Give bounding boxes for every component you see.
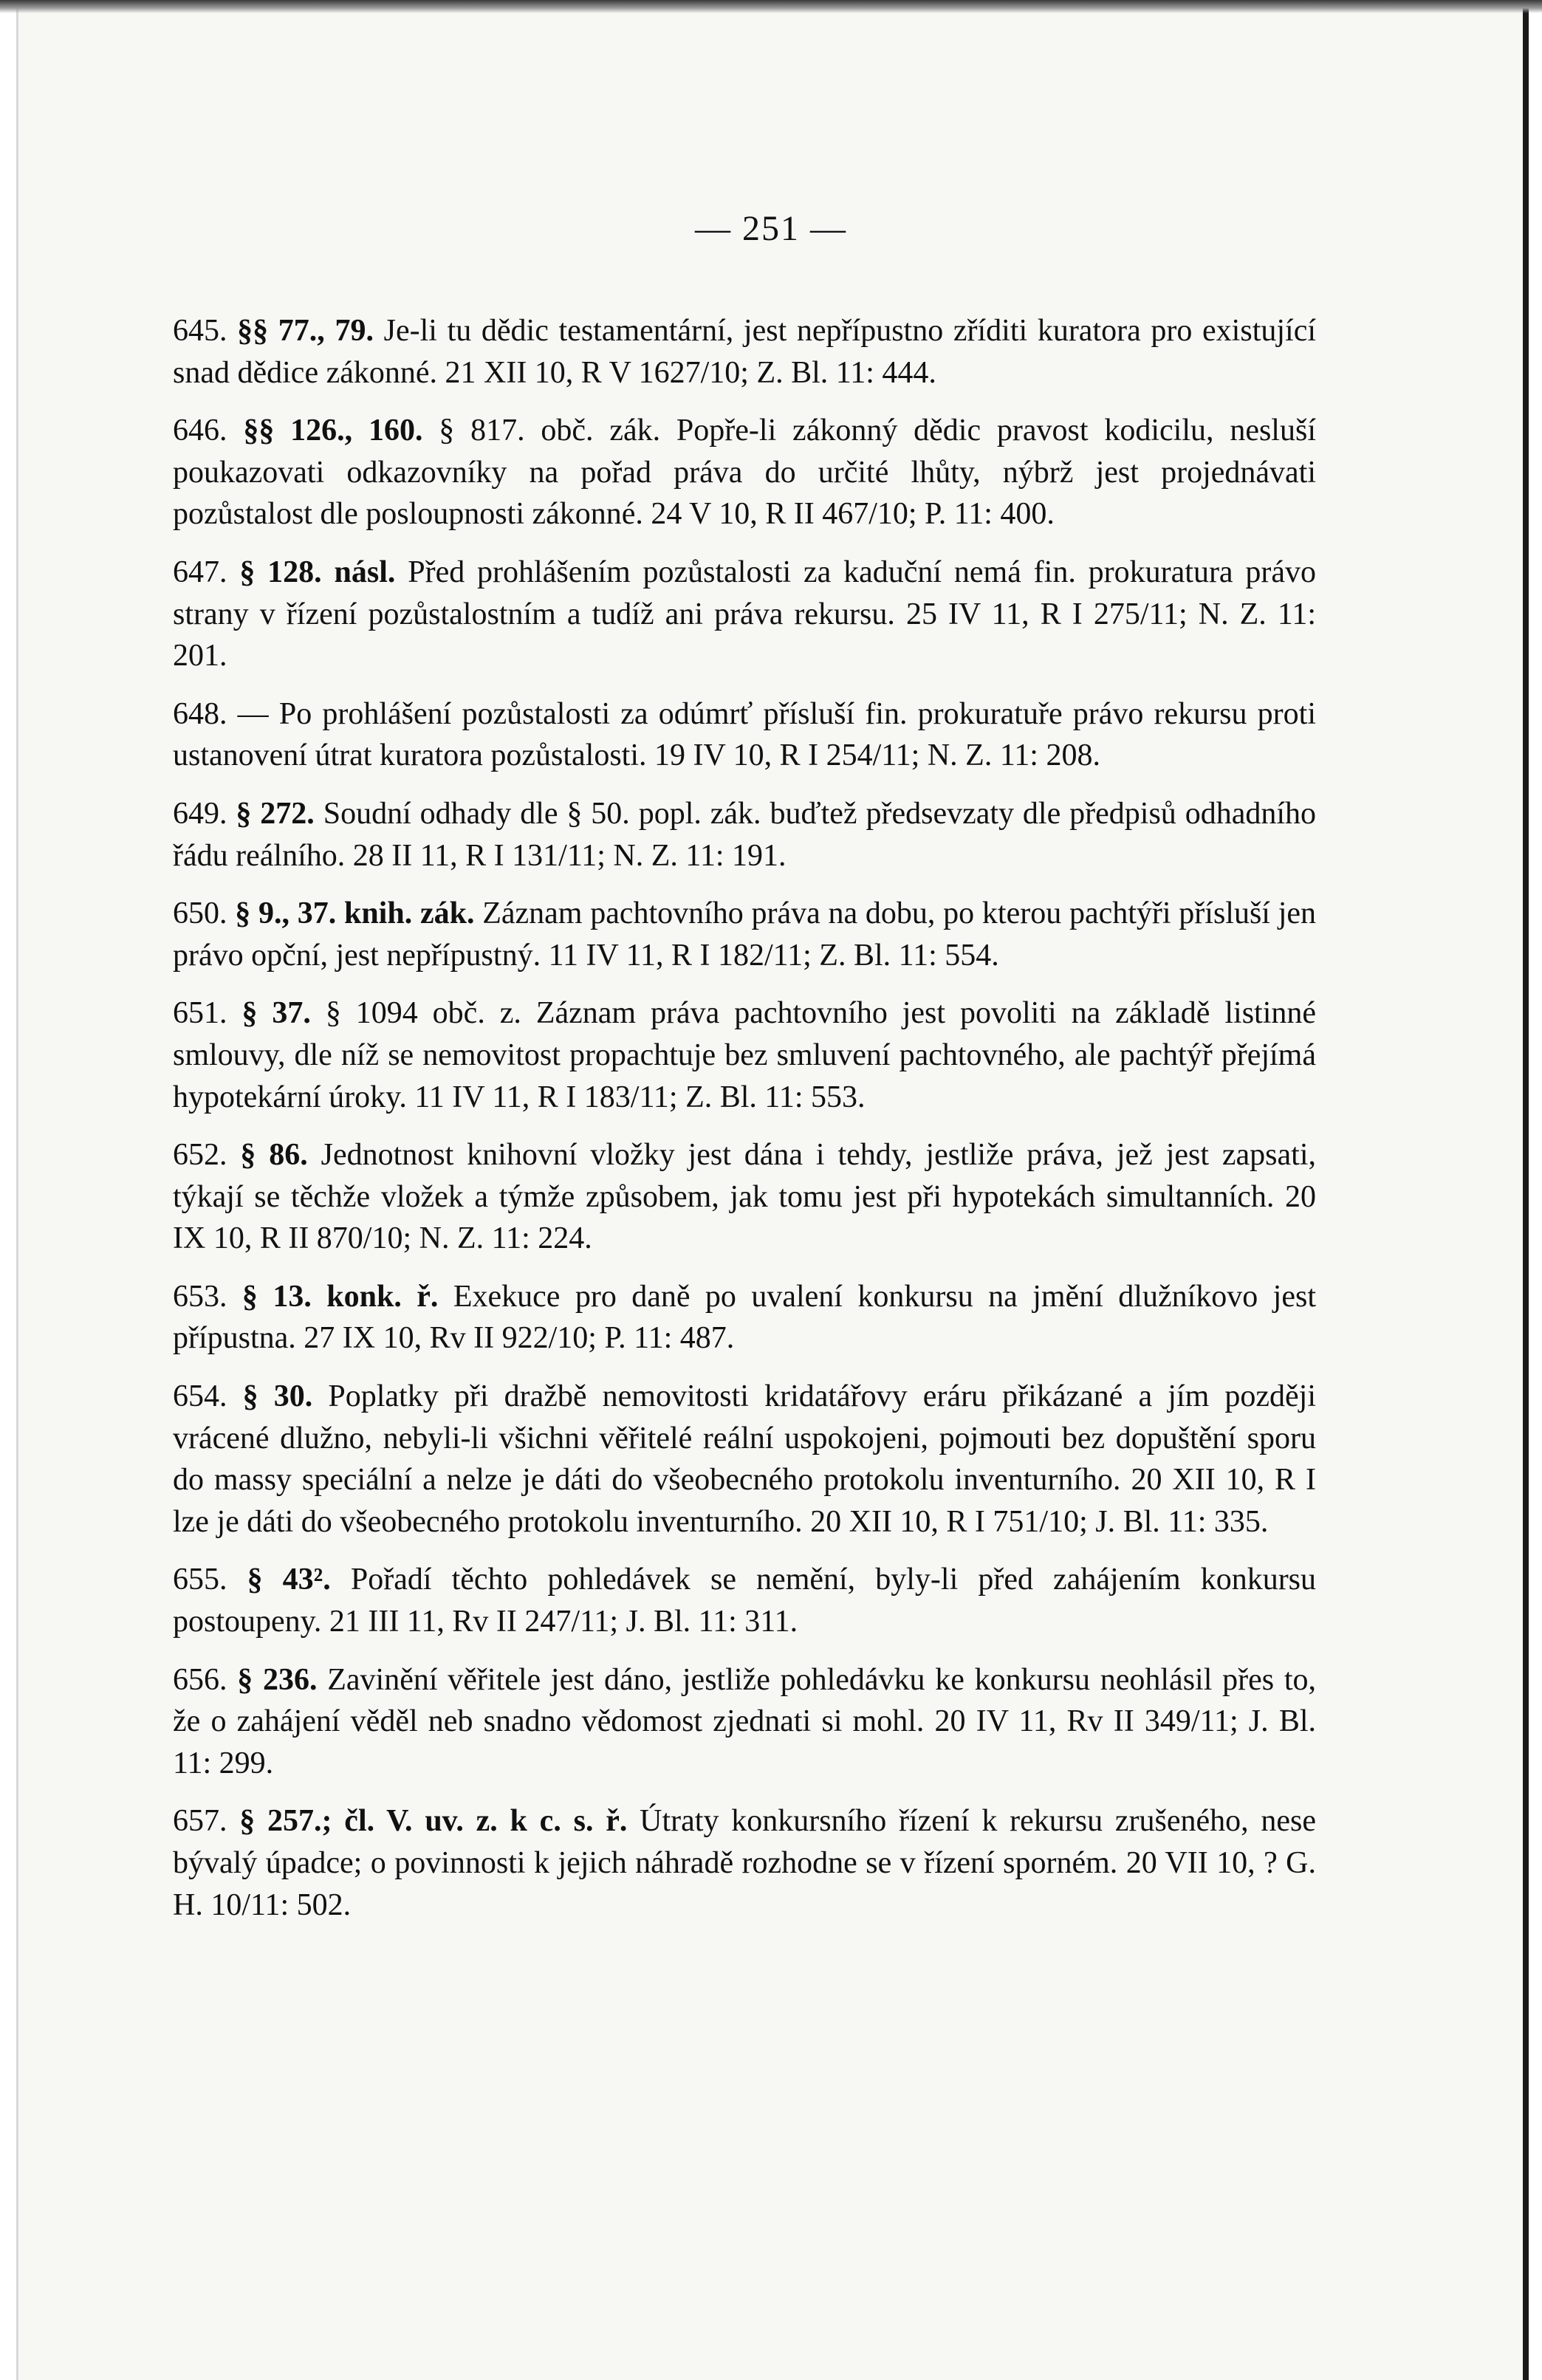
entry-text: § 1094 obč. z. Záznam práva pachtovního jest povoliti na základě listinné smlouvy, dle níž se nemovitost propachtuje bez smluvení pachtovného, ale pachtýř přejímá hypotekární úroky. 11 IV 11, R I 183/11; Z. Bl. 11: 553. bbox=[173, 996, 1317, 1114]
entry-number: 657. bbox=[173, 1804, 227, 1839]
entry-text: Útraty konkursního řízení k rekursu zrušeného, nese bývalý úpadce; o povinnosti k jejich náhradě rozhodne se v řízení sporném. 20 VII 10, ? G. H. 10/11: 502. bbox=[173, 1804, 1317, 1922]
entry-652 bbox=[173, 1134, 1316, 1260]
entry-645 bbox=[173, 310, 1316, 394]
entry-text: Soudní odhady dle § 50. popl. zák. buďtež předsevzaty dle předpisů odhadního řádu reálního. 28 II 11, R I 131/11; N. Z. 11: 191. bbox=[173, 796, 1317, 873]
entry-text: Před prohlášením pozůstalosti za kaduční nemá fin. prokuratura právo strany v řízení pozůstalostním a tudíž ani práva rekursu. 25 IV 11, R I 275/11; N. Z. 11: 201. bbox=[173, 555, 1317, 673]
entry-reference: § 9., 37. knih. zák. bbox=[235, 896, 475, 931]
entry-text: Jednotnost knihovní vložky jest dána i tehdy, jestliže práva, jež jest zapsati, týkají se těchže vložek a týmže způsobem, jak tomu jest při hypotekách simultanních. 20 IX 10, R II 870/10; N. Z. 11: 224. bbox=[173, 1138, 1317, 1256]
entry-648 bbox=[173, 693, 1316, 777]
entry-number: 653. bbox=[173, 1279, 227, 1314]
entry-reference: § 30. bbox=[242, 1379, 313, 1414]
entry-number: 656. bbox=[173, 1662, 227, 1697]
entry-reference: §§ 77., 79. bbox=[237, 314, 374, 348]
entry-646 bbox=[173, 410, 1316, 535]
entry-reference: § 13. konk. ř. bbox=[241, 1279, 439, 1314]
entry-656 bbox=[173, 1659, 1316, 1785]
entry-654 bbox=[173, 1376, 1316, 1543]
entry-reference: § 128. násl. bbox=[239, 555, 396, 589]
entry-number: 649. bbox=[173, 796, 227, 831]
entry-649 bbox=[173, 793, 1316, 877]
entry-650 bbox=[173, 893, 1316, 976]
entry-647 bbox=[173, 552, 1316, 677]
entry-number: 654. bbox=[173, 1379, 227, 1414]
entry-number: 650. bbox=[173, 896, 227, 931]
entry-number: 652. bbox=[173, 1138, 227, 1173]
entry-text: — Po prohlášení pozůstalosti za odúmrť přísluší fin. prokuratuře právo rekursu proti ustanovení útrat kuratora pozůstalosti. 19 IV 10, R I 254/11; N. Z. 11: 208. bbox=[173, 696, 1316, 773]
page-body bbox=[173, 310, 1316, 1942]
entry-text: Zavinění věřitele jest dáno, jestliže pohledávku ke konkursu neohlásil přes to, že o zahájení věděl neb snadno vědomost zjednati si mohl. 20 IV 11, Rv II 349/11; J. Bl. 11: 299. bbox=[173, 1662, 1317, 1780]
entry-number: 655. bbox=[173, 1563, 227, 1597]
entry-653 bbox=[173, 1276, 1316, 1359]
entry-number: 648. bbox=[173, 696, 227, 731]
entry-number: 645. bbox=[173, 314, 227, 348]
entry-number: 647. bbox=[173, 555, 227, 589]
entry-reference: § 37. bbox=[241, 996, 311, 1031]
entry-text: § 817. obč. zák. Popře-li zákonný dědic pravost kodicilu, nesluší poukazovati odkazovníky na pořad práva do určité lhůty, nýbrž jest projednávati pozůstalost dle posloupnosti zákonné. 24 V 10, R II 467/10; P. 11: 400. bbox=[173, 414, 1316, 532]
entry-reference: §§ 126., 160. bbox=[243, 414, 423, 448]
entry-reference: § 257.; čl. V. uv. z. k c. s. ř. bbox=[239, 1804, 628, 1839]
entry-651 bbox=[173, 992, 1316, 1118]
page-number: — 251 — bbox=[695, 209, 847, 248]
entry-text: Poplatky při dražbě nemovitosti kridatářovy eráru přikázané a jím později vrácené dlužno, nebyli-li všichni věřitelé reální uspokojeni, pojmouti bez dopuštění sporu do massy speciální a nelze je dáti do všeobecného protokolu inventurního. 20 XII 10, R I lze je dáti do všeobecného protokolu inventurního. 20 XII 10, R I 751/10; J. Bl. 11: 335. bbox=[173, 1379, 1317, 1539]
entry-number: 651. bbox=[173, 996, 227, 1031]
entry-reference: § 272. bbox=[236, 796, 315, 831]
scan-edge bbox=[0, 0, 1542, 13]
entry-text: Záznam pachtovního práva na dobu, po kterou pachtýři přísluší jen právo opční, jest nepřípustný. 11 IV 11, R I 182/11; Z. Bl. 11: 554. bbox=[173, 896, 1317, 973]
entry-655 bbox=[173, 1559, 1316, 1642]
entry-text: Pořadí těchto pohledávek se nemění, byly-li před zahájením konkursu postoupeny. 21 III 11, Rv II 247/11; J. Bl. 11: 311. bbox=[173, 1563, 1317, 1639]
entry-657 bbox=[173, 1800, 1316, 1926]
entry-reference: § 86. bbox=[240, 1138, 308, 1173]
entry-text: Exekuce pro daně po uvalení konkursu na jmění dlužníkovo jest přípustna. 27 IX 10, Rv II 922/10; P. 11: 487. bbox=[173, 1279, 1317, 1356]
entry-reference: § 43². bbox=[247, 1563, 331, 1597]
entry-number: 646. bbox=[173, 414, 227, 448]
entry-reference: § 236. bbox=[237, 1662, 318, 1697]
entry-text: Je-li tu dědic testamentární, jest nepřípustno zříditi kuratora pro existující snad dědice zákonné. 21 XII 10, R V 1627/10; Z. Bl. 11: 444. bbox=[173, 314, 1317, 390]
